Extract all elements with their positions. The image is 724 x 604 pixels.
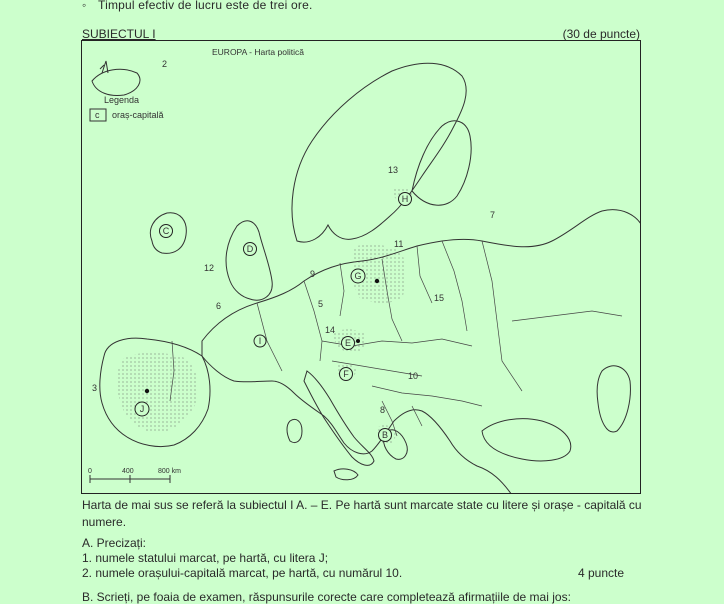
city-label-5: 5 <box>318 299 324 309</box>
city-label-6: 6 <box>216 301 222 311</box>
scale-end: 800 km <box>158 468 181 475</box>
caspian-outline <box>597 366 630 432</box>
city-label-13: 13 <box>388 165 399 175</box>
city-label-9: 9 <box>310 269 316 279</box>
scale-zero: 0 <box>88 468 92 475</box>
state-j-spain <box>117 353 198 432</box>
city-label-2: 2 <box>162 59 168 69</box>
mainland-outline <box>202 210 641 494</box>
black-sea-outline <box>482 419 571 461</box>
map-description: Harta de mai sus se referă la subiectul I A. – E. Pe hartă sunt marcate state cu litere și orașe - capitală cu numere. <box>82 498 642 529</box>
state-label-d: D <box>246 244 254 254</box>
state-label-g: G <box>354 271 362 281</box>
italy-outline <box>304 371 374 465</box>
map-title: EUROPA - Harta politică <box>212 47 304 57</box>
sicily-outline <box>334 469 358 480</box>
task-b-text: B. Scrieți, pe foaia de examen, răspunsurile corecte care completează afirmațiile de mai jos: <box>82 590 571 604</box>
scale-bar <box>90 475 170 483</box>
map-drawing <box>82 41 641 494</box>
city-label-11: 11 <box>394 239 404 249</box>
legend-label: oraș-capitală <box>112 110 164 120</box>
scandinavia-outline <box>292 63 466 242</box>
state-label-c: C <box>162 226 170 236</box>
state-label-j: J <box>139 404 145 414</box>
sardinia-outline <box>287 419 302 442</box>
britain-outline <box>226 221 272 300</box>
task-a-points: 4 puncte <box>578 566 625 580</box>
legend-title: Legenda <box>104 95 140 105</box>
state-label-i: I <box>258 336 262 346</box>
bullet-marker: ◦ <box>82 0 87 12</box>
task-a-item-2: 2. numele orașului-capitală marcat, pe hartă, cu numărul 10. <box>82 566 403 580</box>
city-label-10: 10 <box>408 371 419 381</box>
state-label-f: F <box>343 369 349 379</box>
time-note: Timpul efectiv de lucru este de trei ore. <box>98 0 313 12</box>
subject-points: (30 de puncte) <box>562 27 640 41</box>
city-label-8: 8 <box>380 405 386 415</box>
city-label-15: 15 <box>434 293 445 303</box>
task-a-heading: A. Precizați: <box>82 536 147 550</box>
subject-header <box>82 27 642 41</box>
state-label-b: B <box>381 430 389 440</box>
finland-outline <box>412 121 471 205</box>
task-a-item-1: 1. numele statului marcat, pe hartă, cu litera J; <box>82 551 329 565</box>
city-label-7: 7 <box>490 210 496 220</box>
state-label-e: E <box>344 338 352 348</box>
subject-title: SUBIECTUL I <box>82 27 156 41</box>
city-label-3: 3 <box>92 383 98 393</box>
scale-mid: 400 <box>122 468 134 475</box>
legend-symbol: c <box>95 110 100 120</box>
europe-political-map <box>81 40 641 494</box>
state-label-h: H <box>401 194 409 204</box>
city-label-12: 12 <box>204 263 215 273</box>
iceland-outline <box>92 69 140 95</box>
city-label-14: 14 <box>325 325 336 335</box>
